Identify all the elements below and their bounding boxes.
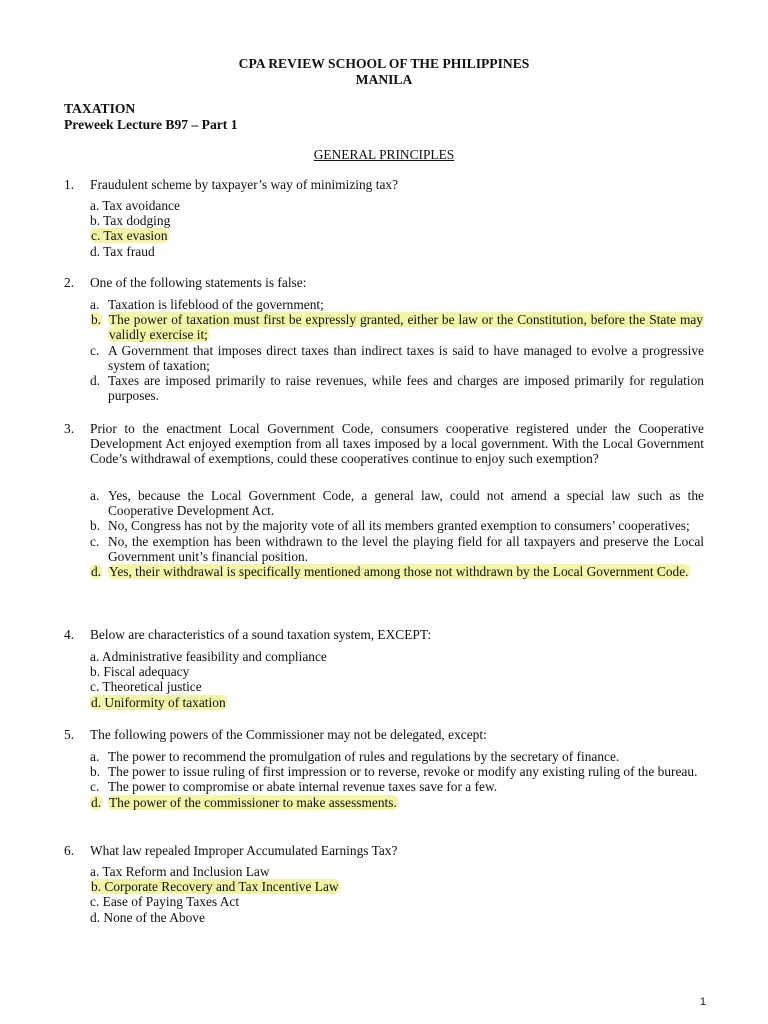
question-text: Prior to the enactment Local Government Code, consumers cooperative registered under the Cooperative Development Act enjoyed exemption from all taxes imposed by a local government. With the Local Government Code’s withdrawal of exemptions, could these cooperatives continue to enjoy such exemption? <box>90 421 704 467</box>
option-d: d. None of the Above <box>90 909 205 925</box>
option-a: a. Administrative feasibility and compliance <box>90 649 327 664</box>
option-a: a. Taxation is lifeblood of the government; <box>90 297 324 312</box>
option-d-answer: d. Yes, their withdrawal is specifically mentioned among those not withdrawn by the Local Government Code. <box>91 564 689 580</box>
option-d-answer: d. The power of the commissioner to make assessments. <box>91 794 397 810</box>
question-text: Fraudulent scheme by taxpayer’s way of minimizing tax? <box>90 177 399 192</box>
option-d-answer: d. Uniformity of taxation <box>91 694 226 710</box>
option-b-answer: b. The power of taxation must first be expressly granted, either be law or the Constitution, before the State may validly exercise it; <box>91 312 703 343</box>
option-b: b. No, Congress has not by the majority vote of all its members granted exemption to consumers’ cooperatives; <box>90 518 690 534</box>
school-city: MANILA <box>355 72 413 87</box>
option-c: c. No, the exemption has been withdrawn to the level the playing field for all taxpayers and preserve the Local Government unit’s financial position. <box>90 533 704 564</box>
option-d: d. Tax fraud <box>90 243 155 259</box>
question-number: 5. <box>64 727 75 742</box>
question-4-options <box>90 649 704 710</box>
question-text: What law repealed Improper Accumulated Earnings Tax? <box>90 843 398 858</box>
school-name: CPA REVIEW SCHOOL OF THE PHILIPPINES <box>238 56 530 71</box>
subject-title: TAXATION <box>64 101 136 116</box>
question-5-options <box>90 749 704 810</box>
page-number: 1 <box>699 996 706 1008</box>
option-b: b. The power to issue ruling of first impression or to reverse, revoke or modify any existing ruling of the bureau. <box>90 764 698 780</box>
question-2-options <box>90 297 704 403</box>
question-text: The following powers of the Commissioner may not be delegated, except: <box>90 727 487 742</box>
section-heading: GENERAL PRINCIPLES <box>313 147 455 162</box>
lecture-title: Preweek Lecture B97 – Part 1 <box>64 117 238 132</box>
question-1-options <box>90 198 704 259</box>
option-b: b. Fiscal adequacy <box>90 664 190 680</box>
question-number: 2. <box>64 275 75 290</box>
option-b: b. Tax dodging <box>90 213 171 229</box>
option-a: a. Tax Reform and Inclusion Law <box>90 864 270 879</box>
option-c: c. Theoretical justice <box>90 679 202 695</box>
option-c: c. A Government that imposes direct taxes than indirect taxes is said to have managed to evolve a progressive system of taxation; <box>90 342 704 373</box>
question-number: 4. <box>64 627 75 642</box>
option-b-answer: b. Corporate Recovery and Tax Incentive Law <box>91 879 339 895</box>
option-a: a. Tax avoidance <box>90 198 180 213</box>
question-6-options <box>90 864 704 925</box>
option-c-answer: c. Tax evasion <box>91 228 168 244</box>
option-a: a. Yes, because the Local Government Code, a general law, could not amend a special law such as the Cooperative Development Act. <box>90 488 704 519</box>
option-c: c. Ease of Paying Taxes Act <box>90 894 240 910</box>
question-number: 6. <box>64 843 75 858</box>
question-number: 1. <box>64 177 75 192</box>
option-c: c. The power to compromise or abate internal revenue taxes save for a few. <box>90 779 498 795</box>
question-text: One of the following statements is false: <box>90 275 307 290</box>
option-a: a. The power to recommend the promulgation of rules and regulations by the secretary of finance. <box>90 749 620 764</box>
question-text: Below are characteristics of a sound taxation system, EXCEPT: <box>90 627 432 642</box>
option-d: d. Taxes are imposed primarily to raise revenues, while fees and charges are imposed primarily for regulation purposes. <box>90 373 704 404</box>
question-number: 3. <box>64 421 75 436</box>
question-3-options <box>90 488 704 579</box>
